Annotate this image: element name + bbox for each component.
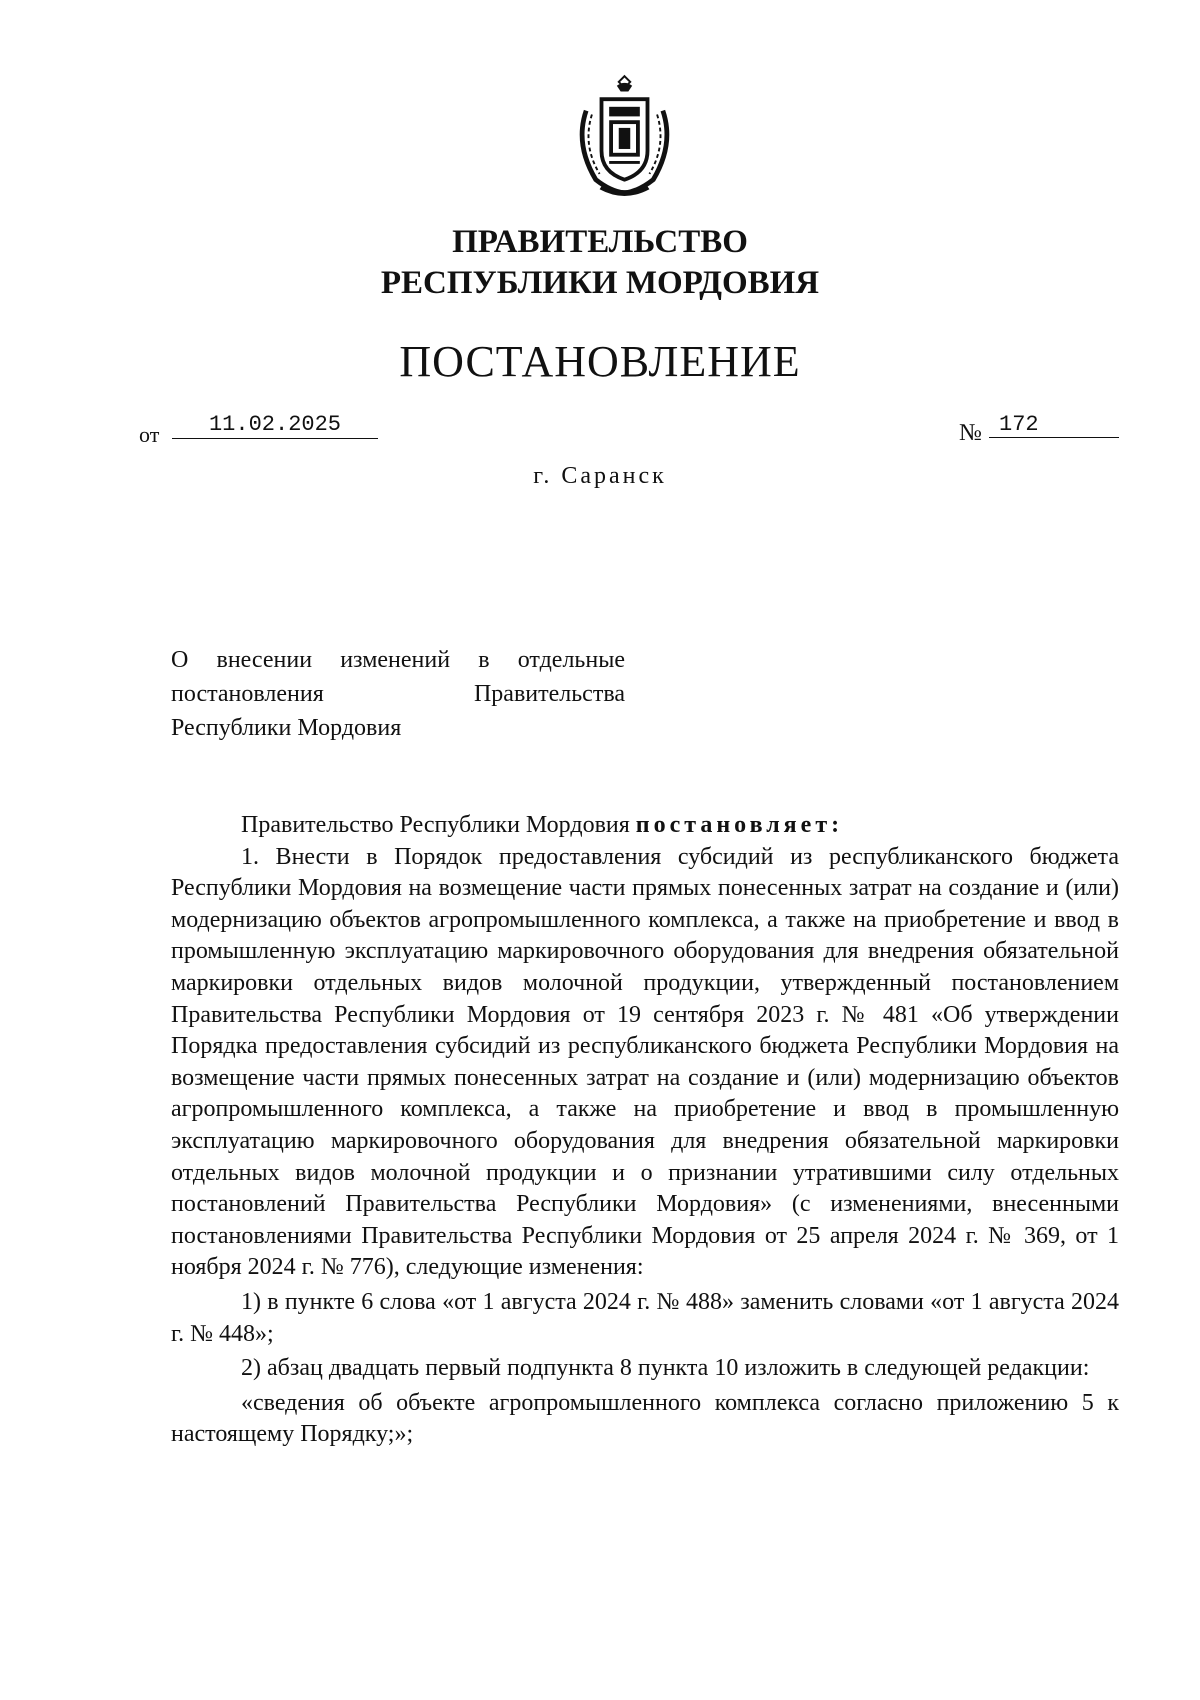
body-paragraph-2: 1) в пункте 6 слова «от 1 августа 2024 г. № 488» заменить словами «от 1 августа 2024 г. № 448»; xyxy=(171,1288,1119,1347)
document-number: 172 xyxy=(989,412,1119,438)
preamble-verb: постановляет xyxy=(635,812,832,838)
document-body xyxy=(171,810,1119,1451)
subject-line: постановления Правительства xyxy=(171,681,625,707)
body-paragraph-3: 2) абзац двадцать первый подпункта 8 пункта 10 изложить в следующей редакции: xyxy=(241,1355,1090,1382)
preamble-colon: : xyxy=(831,812,840,838)
date-number-line xyxy=(139,412,1139,452)
date-prefix: от xyxy=(139,422,160,447)
organization-line-2: РЕСПУБЛИКИ МОРДОВИЯ xyxy=(380,265,820,301)
city-name: г. Саранск xyxy=(533,463,667,489)
body-paragraph-1: 1. Внести в Порядок предоставления субсидий из республиканского бюджета Республики Мордовия на возмещение части прямых понесенных затрат на создание и (или) модернизацию объектов агропромышленного комплекса, а также на приобретение и ввод в промышленную эксплуатацию маркировочного оборудования для внедрения обязательной маркировки отдельных видов молочной продукции, утвержденный постановлением Правительства Республики Мордовия от 19 сентября 2023 г. № 481 «Об утверждении Порядка предоставления субсидий из республиканского бюджета Республики Мордовия на возмещение части прямых понесенных затрат на создание и (или) модернизацию объектов агропромышленного комплекса, а также на приобретение и ввод в промышленную эксплуатацию маркировочного оборудования для внедрения обязательной маркировки отдельных видов молочной продукции и о признании утратившими силу отдельных постановлений Правительства Республики Мордовия» (с изменениями, внесенными постановлениями Правительства Республики Мордовия от 25 апреля 2024 г. № 369, от 1 ноября 2024 г. № 776), следующие изменения: xyxy=(171,843,1119,1281)
document-type-title: ПОСТАНОВЛЕНИЕ xyxy=(399,337,801,386)
document-date: 11.02.2025 xyxy=(172,412,378,439)
number-prefix: № xyxy=(959,420,982,446)
coat-of-arms-icon xyxy=(567,72,682,202)
body-paragraph-4: «сведения об объекте агропромышленного комплекса согласно приложению 5 к настоящему Порядку;»; xyxy=(171,1389,1119,1448)
organization-heading xyxy=(0,222,1200,304)
organization-line-1: ПРАВИТЕЛЬСТВО xyxy=(452,224,748,260)
document-subject xyxy=(171,643,625,745)
preamble-text: Правительство Республики Мордовия xyxy=(241,812,630,838)
preamble-paragraph xyxy=(171,810,1119,842)
subject-line: Республики Мордовия xyxy=(171,715,402,741)
subject-line: О внесении изменений в отдельные xyxy=(171,647,625,673)
